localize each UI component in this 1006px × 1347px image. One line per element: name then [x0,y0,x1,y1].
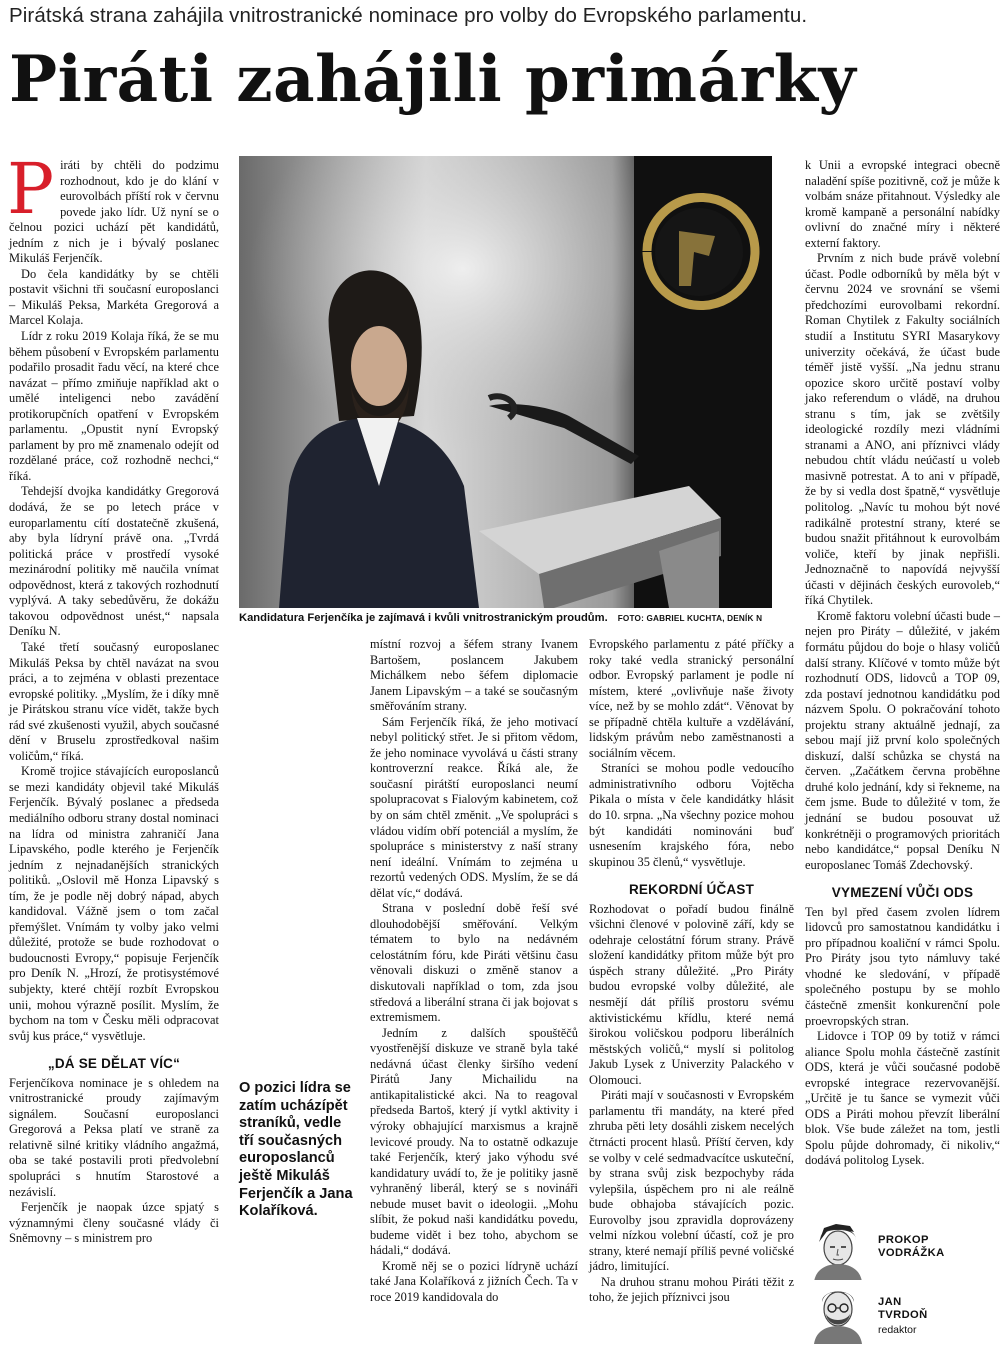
author-portrait-icon [806,1218,870,1282]
article-column-3 [589,637,794,1306]
photo-caption-text: Kandidatura Ferjenčíka je zajímavá i kvůli vnitrostranickým proudům. [239,612,608,624]
article-paragraph: Piráti mají v současnosti v Evropském parlamentu tři mandáty, na které před zhruba pěti lety dosáhli ziskem necelých čtrnácti procent hlasů. Příští červen, kdy se volby v celé sedmadvacítce uskuteční, by strana svůj zisk bezpochyby ráda vylepšila, úspěchem pro ni ale reálně bude obhajoba stávajících pozic. Eurovolby jsou zpravidla doprovázeny velmi nízkou volební účastí, což je pro strany, které nemají příliš pevné voličské jádro, limitující. [589,1088,794,1274]
pull-quote: O pozici lídra se zatím ucházípět straníků, vedle tří současných europoslanců ještě Mikuláš Ferjenčík a Jana Kolaříková. [239,1080,353,1220]
section-heading: VYMEZENÍ VŮČI ODS [831,885,974,901]
author-byline [806,1280,1001,1347]
article-paragraph: Kromě faktoru volební účasti bude – nejen pro Piráty – důležité, v jakém formátu půjdou do boje o hlasy voličů další strany. Klíčové v tomto může být rozhodnutí ODS, lidovců a TOP 09, zda postaví jednotnou kandidátku pod názvem Spolu. O pokračování tohoto projektu strany aktuálně jednají, za sebou mají již první kolo společných diskuzí, další schůzka se chystá na červen. „Začátkem června proběhne druhé kolo jednání, kdy si řekneme, na čem jsme. Bude to důležité v tom, že jednání se budou posouvat už konkrétněji o programových prioritách nebo kandidátce,“ popsal Deníku N europoslanec Tomáš Zdechovský. [805,608,1000,872]
article-paragraph: Lídr z roku 2019 Kolaja říká, že se mu během působení v Evropském parlamentu podařilo prosadit řadu věcí, na které chce navázat – přímo zmiňuje například akt o umělé inteligenci nebo zavádění protikorupčních opatření v Evropském parlamentu. „Opustit nyní Evropský parlament by pro mě znamenalo odejít od rozdělané práce, což rozhodně nechci,“ říká. [9,329,219,483]
article-paragraph: Straníci se mohou podle vedoucího administrativního odboru Vojtěcha Pikala o místa v čele kandidátky hlásit do 10. srpna. „Na všechny pozice mohou být kandidáti nominováni buď usnesením krajského fóra, nebo skupinou 35 členů,“ vysvětluje. [589,761,794,869]
author-portrait-icon [806,1280,870,1344]
article-paragraph: Tehdejší dvojka kandidátky Gregorová dodává, že se po letech práce v europarlamentu cítí dostatečně zkušená, aby byla lídryní právě ona. „Tvrdá politická práce v prostředí vysoké mezinárodní politiky mě naučila vnímat odpovědnost, která z takových rozhodnutí vyplývá. A taky sebedůvěru, že dokážu takovou odpovědnost unést,“ napsala Deníku N. [9,484,219,639]
article-paragraph: Jedním z dalších spouštěčů vyostřenější diskuze ve straně byla také nedávná účast členky širšího vedení Pirátů Jany Michailidu na antikapitalistické akci. Na to reagoval předseda Bartoš, který jí vytkl aktivity i výroky obhajující marxismus a krajně levicové proudy. Na to ostatně odkazuje také Ferjenčík, který jako výhodu své kandidatury uvádí to, že je politiky jasně vyhraněný liberál, který se s novináři nebude muset bavit o ideologii. „Mohu slíbit, že pokud naši kandidátku povedu, budeme vidět i bez toho, abychom se hádali,“ dodává. [370,1025,578,1258]
article-paragraph: Prvním z nich bude právě volební účast. Podle odborníků by měla být v červnu 2024 ve srovnání se všemi předchozími eurovolbami rekordní. Roman Chytilek z Fakulty sociálních studií a Institutu SYRI Masarykovy univerzity očekává, že účast bude téměř jistě vyšší. „Na jednu stranu opozice skoro určitě postaví volby jako referendum o vládě, na druhou stranu s tím, jak se zvětšily ideologické rozdíly mezi vládními stranami a ANO, ani příznivci vlády nebudou chtít vládu neúčastí u voleb masivně potrestat. A to ani v případě, že by si vedla dost špatně,“ vysvětluje politolog. „Navíc tu mohou být nové radikálně protestní strany, které se budou snažit přitáhnout k eurovolbám voliče, kteří by jinak nepřišli. Jednoznačně to napovídá nejvyšší účasti v dějinách českých eurovoleb,“ říká Chytilek. [805,251,1000,608]
article-paragraph: Kromě trojice stávajících europoslanců se mezi kandidáty objevil také Mikuláš Ferjenčík. Bývalý poslanec a předseda mediálního odboru strany dostal nominaci na lídra od ministra zahraničí Jana Lipavského, podle kterého je Ferjenčík jedním z nejnadanějších stranických politiků. „Oslovil mě Honza Lipavský s tím, že je podle něj dobrý nápad, abych kandidoval. Vážně jsem o tom začal přemýšlet. Vnímám ty volby jako velmi důležité, protože se bude rozhodovat o budoucnosti Evropy,“ popisuje Ferjenčík pro Deník N. „Hrozí, že protisystémové subjekty, které chtějí rozbít Evropskou unii, mohou výrazně posílit. Myslím, že bychom na tom v Česku měli odpracovat svůj kus práce,“ vysvětluje. [9,764,219,1043]
article-paragraph: Piráti by chtěli do podzimu rozhodnout, kdo je do klání v eurovolbách příští rok v červnu povede jako lídr. Už nyní se o čelnou pozici uchází pět kandidátů, jedním z nich je i bývalý poslanec Mikuláš Ferjenčík. [7,148,219,266]
article-kicker: Pirátská strana zahájila vnitrostranické nominace pro volby do Evropského parlamentu. [9,4,808,27]
author-name: PROKOP VODRÁŽKA [878,1234,945,1260]
article-column-4 [805,158,1000,1169]
article-paragraph: Rozhodovat o pořadí budou finálně všichni členové v polovině září, kdy se odehraje celostátní fórum strany. Právě složení kandidátky přitom může být pro úspěch strany důležité. „Pro Piráty budou evropské volby důležité, ale nesmějí dát příliš prostoru svému aktivistickému křídlu, které nemá širokou voličskou podporu liberálních městských voličů,“ myslí si politolog Jakub Lysek z Univerzity Palackého v Olomouci. [589,901,794,1087]
article-paragraph: Ferjenčík je naopak úzce spjatý s významnými členy současné vlády či Sněmovny – s ministrem pro [9,1200,219,1246]
article-paragraph: k Unii a evropské integraci obecně naladění spíše pozitivně, což je může k volbám snáze přitahnout. Výsledky ale kromě kampaně a personální nabídky ovlivní do značné míry i některé externí faktory. [805,158,1000,250]
article-paragraph: Lidovce i TOP 09 by totiž v rámci aliance Spolu mohla částečně zastínit ODS, která je vůči současné podobě evropské integrace rezervovanější. „Určitě je tu šance se vymezit vůči ODS a Piráti mohou převzít liberální blok. Vše bude záležet na tom, jestli Spolu půjde dohromady, či nikoliv,“ dodává politolog Lysek. [805,1029,1000,1168]
speaker-at-podium-image [239,156,772,608]
article-paragraph: Kromě něj se o pozici lídryně uchází také Jana Kolaříková z jižních Čech. Ta v roce 2019 kandidovala do [370,1258,578,1304]
article-column-1 [7,148,219,1247]
article-photo [239,156,772,608]
article-paragraph: Strana v poslední době řeší své dlouhodobější směřování. Velkým tématem to bylo na nedávném celostátním fóru, kde Piráti většinu času věnovali diskuzi o změně stanov a diskutovali například o tom, zda jsou středová a liberální strana či jak bojovat s extremismem. [370,901,578,1025]
photo-credit: FOTO: GABRIEL KUCHTA, DENÍK N [617,614,763,623]
section-heading: REKORDNÍ ÚČAST [628,882,755,898]
article-paragraph: Také třetí současný europoslanec Mikuláš Peksa by chtěl navázat na svou práci, a to zejména v oblasti prezentace evropské politiky. „Myslím, že i díky mně je Pirátskou stranu více vidět, takže bych rád své zkušenosti využil, abych současné dění v Bruselu zprostředkoval našim voličům,“ říká. [9,639,219,763]
author-byline [806,1218,1001,1286]
section-heading: „DÁ SE DĚLAT VÍC“ [47,1056,181,1072]
article-paragraph: Ten byl před časem zvolen lídrem lidovců pro samostatnou kandidátku i pro případnou koaliční v rámci Spolu. Pro Piráty jsou tyto námluvy také vhodné ke sledování, v případě společného postupu by se mohlo částečně zmenšit konkurenční pole proevropských stran. [805,904,1000,1028]
author-name: JAN TVRDOŇ [878,1296,928,1322]
article-headline: Piráti zahájili primárky [9,42,857,117]
article-paragraph: místní rozvoj a šéfem strany Ivanem Bartošem, poslancem Jakubem Michálkem nebo šéfem diplomacie Janem Lipavským – a také se současným směřováním strany. [370,637,578,714]
drop-cap: P [7,148,55,230]
article-column-2 [370,637,578,1306]
article-paragraph: Ferjenčíkova nominace je s ohledem na vnitrostranické proudy zajímavým signálem. Současní europoslanci Gregorová a Peksa platí ve straně za relativně silné kritiky vládního angažmá, oba se také postavili proti předvolební spolupráci s hnutím Starostové a nezávislí. [9,1075,219,1199]
photo-caption [239,612,784,624]
author-role: redaktor [878,1324,917,1336]
article-paragraph: Sám Ferjenčík říká, že jeho motivací nebyl politický střet. Je si přitom vědom, že jeho nominace vyvolává u části strany kontroverzní reakce. Říká ale, že současní pirátští europoslanci neumí spolupracovat s Fialovým kabinetem, což by on sám chtěl změnit. „Ve spolupráci s vládou vidím obří potenciál a myslím, že spolupráce s ministerstvy z naší strany není ideální. Vnímám to zejména u rezortů vedených ODS. Myslím, že se dá dělat víc,“ dodává. [370,714,578,900]
article-paragraph: Na druhou stranu mohou Piráti těžit z toho, že jejich příznivci jsou [589,1274,794,1305]
article-paragraph: Do čela kandidátky by se chtěli postavit všichni tři současní europoslanci – Mikuláš Peksa, Markéta Gregorová a Marcel Kolaja. [9,266,219,328]
article-paragraph: Evropského parlamentu z páté příčky a roky také vedla stranický personální odbor. Evropský parlament je podle ní místem, které „ovlivňuje naše životy více, než by se mohlo zdát“. Věnovat by se případně chtěla kultuře a vzdělávání, lidským právům nebo zaměstnanosti a sociálním věcem. [589,637,794,760]
